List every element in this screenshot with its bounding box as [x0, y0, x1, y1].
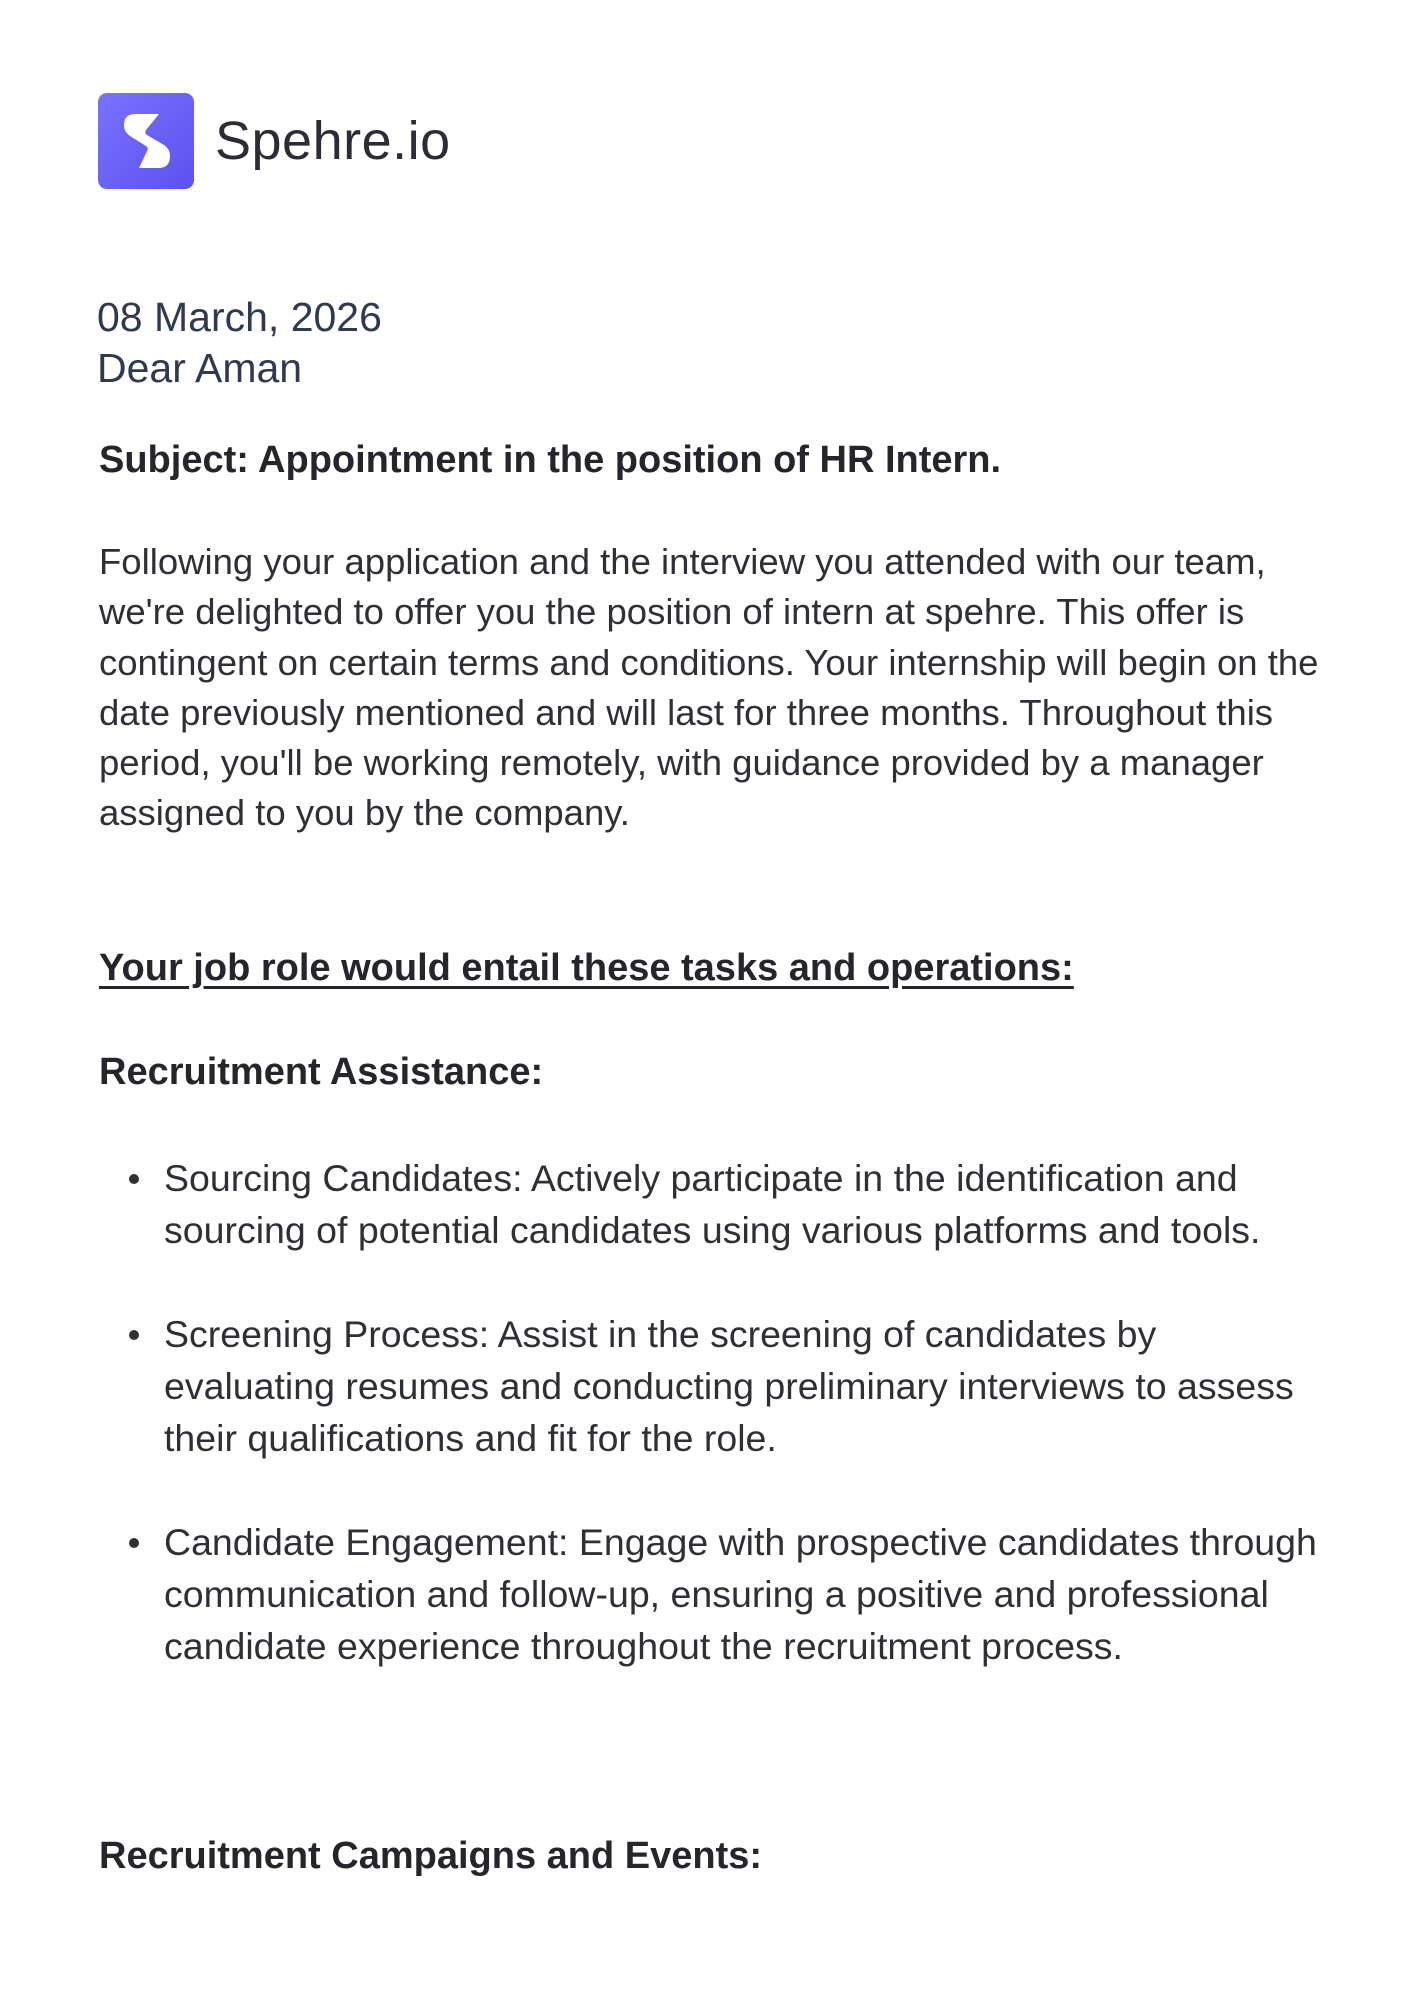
task-text: Sourcing Candidates: Actively participate in the identification and sourcing of potential candidates using various platforms and tools. [164, 1157, 1261, 1251]
date-greeting-block [97, 292, 382, 394]
bullet-icon [129, 1538, 139, 1548]
bullet-icon [129, 1330, 139, 1340]
list-item [99, 1152, 1329, 1256]
bullet-icon [129, 1174, 139, 1184]
section-heading-recruitment-campaigns: Recruitment Campaigns and Events: [99, 1835, 763, 1877]
task-text: Candidate Engagement: Engage with prospective candidates through communication and follow-up, ensuring a positive and professional candidate experience throughout the recruitment process. [164, 1521, 1317, 1667]
brand-name: Spehre.io [215, 111, 451, 171]
s-logo-icon [98, 93, 194, 189]
task-text: Screening Process: Assist in the screening of candidates by evaluating resumes and conducting preliminary interviews to assess their qualifications and fit for the role. [164, 1313, 1294, 1459]
list-item [99, 1308, 1329, 1464]
letter-greeting: Dear Aman [97, 345, 303, 391]
section-heading-recruitment-assistance: Recruitment Assistance: [99, 1051, 544, 1093]
brand-header [98, 93, 451, 189]
letter-date: 08 March, 2026 [97, 294, 382, 340]
letter-body: Following your application and the interview you attended with our team, we're delighted to offer you the position of intern at spehre. This offer is contingent on certain terms and conditions. Your internship will begin on the date previously mentioned and will last for three months. Throughout this period, you'll be working remotely, with guidance provided by a manager assigned to you by the company. [99, 541, 1319, 834]
list-item [99, 1516, 1329, 1672]
task-list [99, 1152, 1329, 1724]
job-role-heading: Your job role would entail these tasks and operations: [99, 947, 1074, 989]
letter-subject: Subject: Appointment in the position of HR Intern. [99, 439, 1002, 481]
